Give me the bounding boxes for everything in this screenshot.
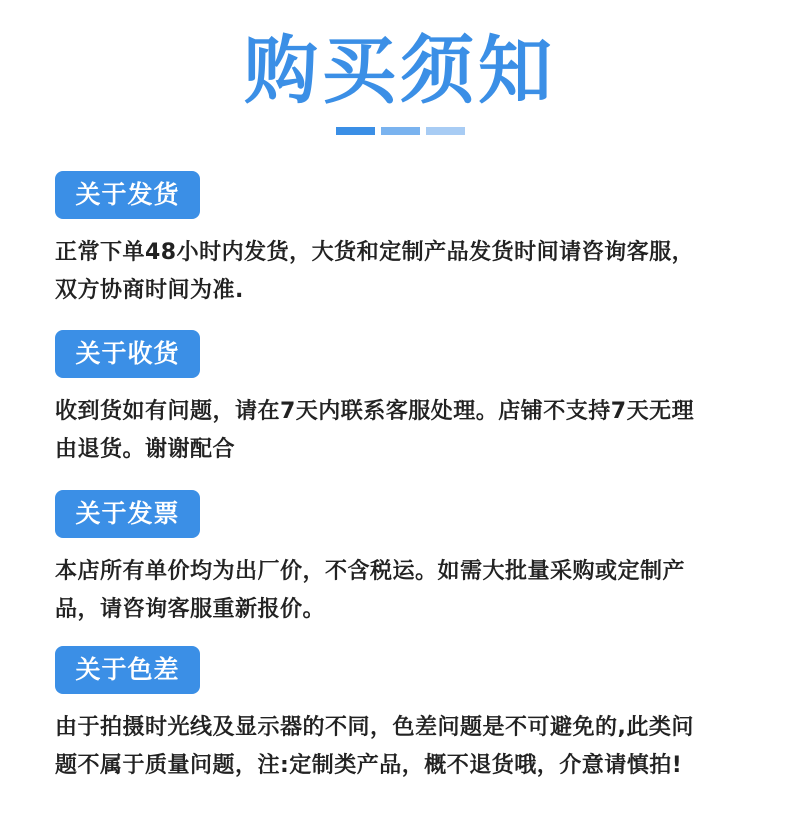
section-heading-badge: 关于发票	[55, 490, 200, 538]
body-line: 由退货。谢谢配合	[55, 437, 236, 462]
section-body	[55, 393, 765, 469]
body-line: 收到货如有问题，请在7天内联系客服处理。店铺不支持7天无理	[55, 399, 695, 424]
title-decoration	[336, 127, 466, 135]
section-heading-badge: 关于色差	[55, 646, 200, 694]
section-shipping	[55, 171, 765, 310]
section-heading-badge: 关于发货	[55, 171, 200, 219]
body-line: 双方协商时间为准.	[55, 278, 244, 303]
section-receiving	[55, 330, 765, 469]
body-line: 品，请咨询客服重新报价。	[55, 597, 326, 622]
decoration-bar-medium	[381, 127, 420, 135]
section-body	[55, 709, 765, 785]
decoration-bar-light	[426, 127, 465, 135]
page-title: 购买须知	[244, 28, 556, 114]
body-line: 本店所有单价均为出厂价，不含税运。如需大批量采购或定制产	[55, 559, 686, 584]
section-body	[55, 234, 765, 310]
section-color-difference	[55, 646, 765, 785]
body-line: 由于拍摄时光线及显示器的不同，色差问题是不可避免的,此类问	[55, 715, 694, 740]
body-line: 正常下单48小时内发货，大货和定制产品发货时间请咨询客服，	[55, 240, 695, 265]
section-body	[55, 553, 765, 629]
section-invoice	[55, 490, 765, 629]
decoration-bar-dark	[336, 127, 375, 135]
section-heading-badge: 关于收货	[55, 330, 200, 378]
body-line: 题不属于质量问题，注:定制类产品，概不退货哦，介意请慎拍!	[55, 753, 683, 778]
